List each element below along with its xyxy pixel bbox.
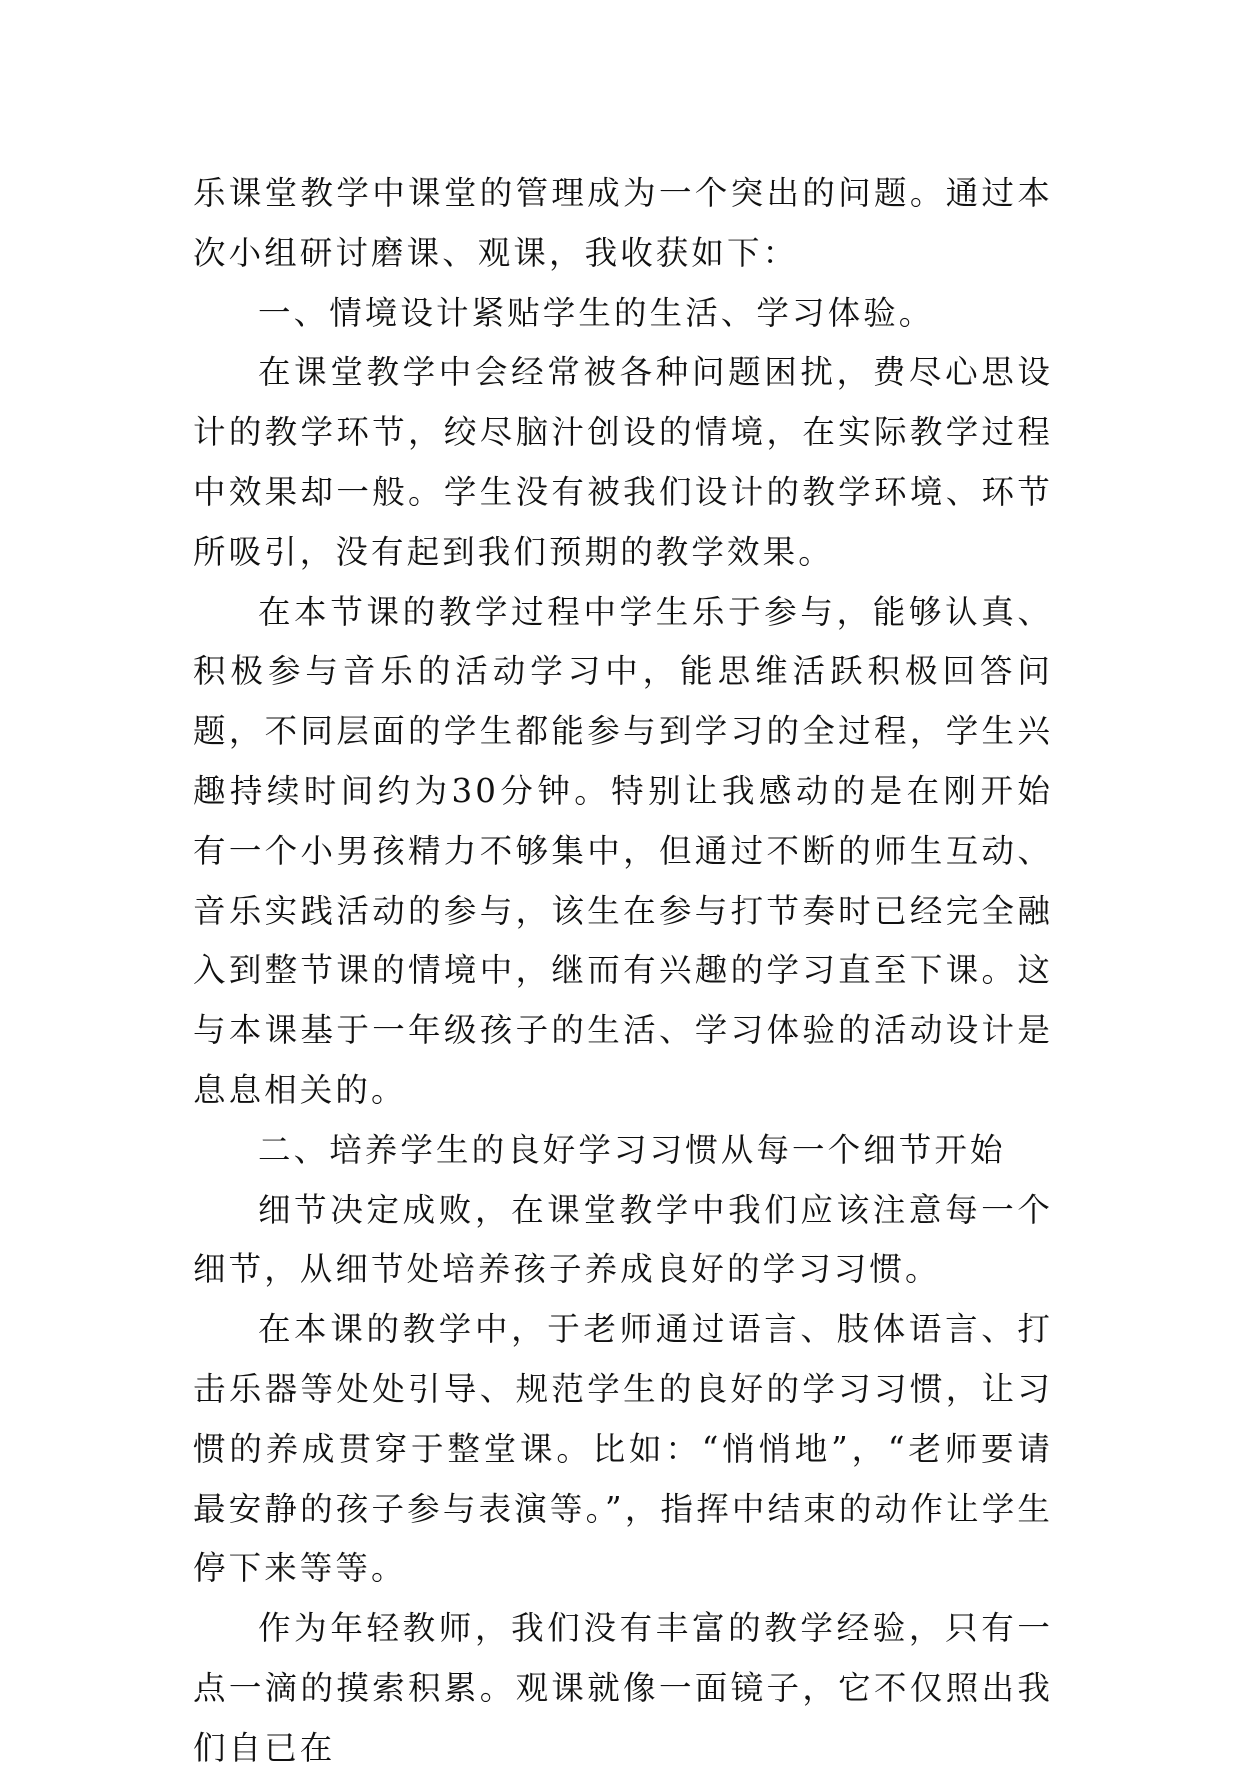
document-body <box>193 164 1053 1779</box>
heading-section-2: 二、培养学生的良好学习习惯从每一个细节开始 <box>258 1130 1006 1169</box>
paragraph-3: 在本节课的教学过程中学生乐于参与，能够认真、积极参与音乐的活动学习中，能思维活跃积极回答问题，不同层面的学生都能参与到学习的全过程，学生兴趣持续时间约为30分钟。特别让我感动的是在刚开始有一个小男孩精力不够集中，但通过不断的师生互动、音乐实践活动的参与，该生在参与打节奏时已经完全融入到整节课的情境中，继而有兴趣的学习直至下课。这与本课基于一年级孩子的生活、学习体验的活动设计是息息相关的。 <box>193 592 1053 1109</box>
heading-section-1: 一、情境设计紧贴学生的生活、学习体验。 <box>258 293 935 332</box>
paragraph-2: 在课堂教学中会经常被各种问题困扰，费尽心思设计的教学环节，绞尽脑汁创设的情境，在实际教学过程中效果却一般。学生没有被我们设计的教学环境、环节所吸引，没有起到我们预期的教学效果。 <box>193 353 1053 571</box>
paragraph-5: 在本课的教学中，于老师通过语言、肢体语言、打击乐器等处处引导、规范学生的良好的学习习惯，让习惯的养成贯穿于整堂课。比如：“悄悄地”，“老师要请最安静的孩子参与表演等。”，指挥中结束的动作让学生停下来等等。 <box>193 1310 1053 1588</box>
paragraph-6: 作为年轻教师，我们没有丰富的教学经验，只有一点一滴的摸索积累。观课就像一面镜子，它不仅照出我们自已在 <box>193 1609 1053 1767</box>
paragraph-1: 乐课堂教学中课堂的管理成为一个突出的问题。通过本次小组研讨磨课、观课，我收获如下： <box>193 174 1053 272</box>
paragraph-4: 细节决定成败，在课堂教学中我们应该注意每一个细节，从细节处培养孩子养成良好的学习习惯。 <box>193 1190 1053 1289</box>
